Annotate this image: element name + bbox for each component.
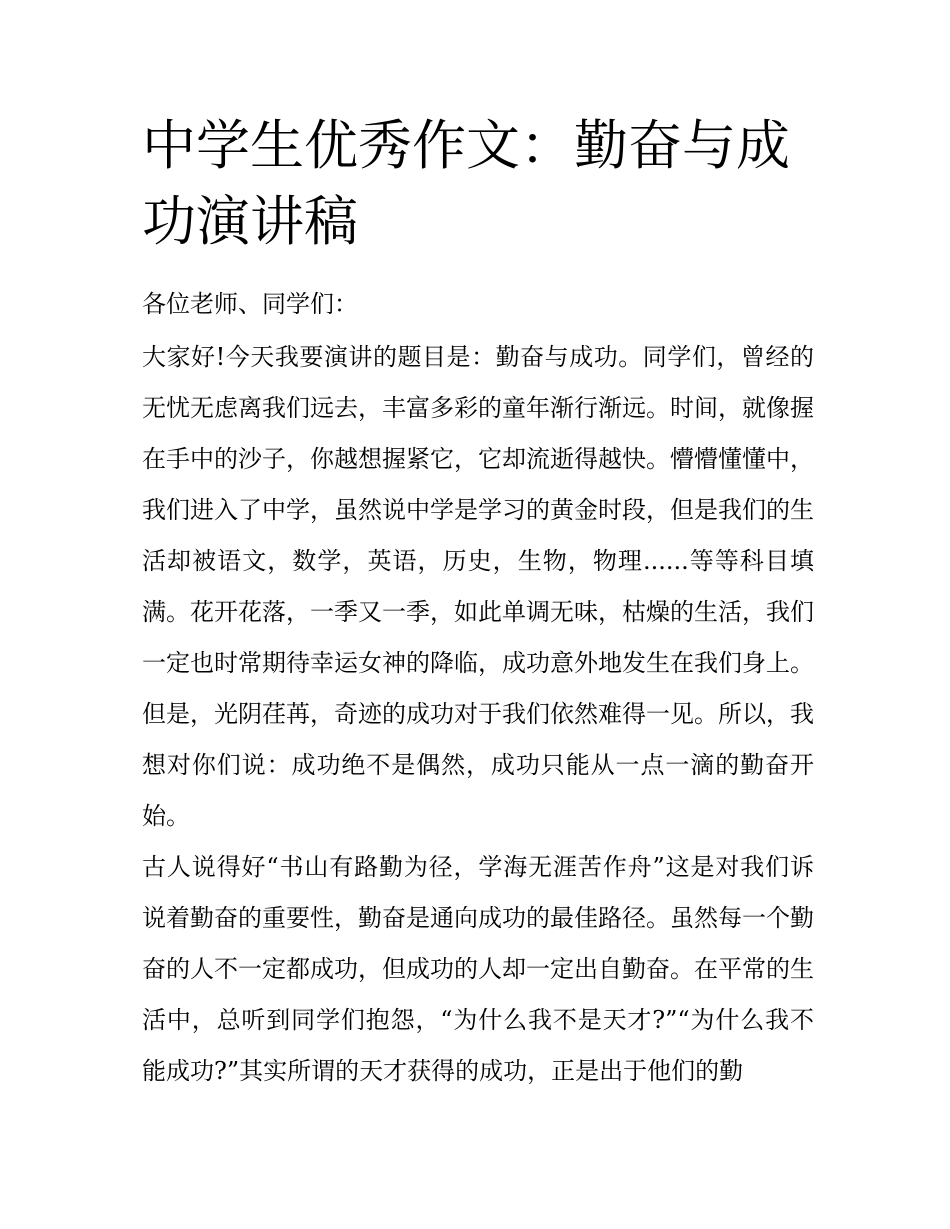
greeting-line: 各位老师、同学们： — [142, 290, 358, 318]
body-paragraph: 古人说得好“书山有路勤为径，学海无涯苦作舟”这是对我们诉说着勤奋的重要性，勤奋是通向成功的最佳路径。虽然每一个勤奋的人不一定都成功，但成功的人却一定出自勤奋。在平常的生活中，总听到同学们抱怨，“为什么我不是天才?”“为什么我不能成功?”其实所谓的天才获得的成功，正是出于他们的勤 — [142, 853, 814, 1085]
document-content — [142, 108, 814, 1097]
document-title: 中学生优秀作文：勤奋与成功演讲稿 — [142, 114, 790, 253]
body-paragraph: 大家好!今天我要演讲的题目是：勤奋与成功。同学们，曾经的无忧无虑离我们远去，丰富多彩的童年渐行渐远。时间，就像握在手中的沙子，你越想握紧它，它却流逝得越快。懵懵懂懂中，我们进入了中学，虽然说中学是学习的黄金时段，但是我们的生活却被语文，数学，英语，历史，生物，物理......等等科目填满。花开花落，一季又一季，如此单调无味，枯燥的生活，我们一定也时常期待幸运女神的降临，成功意外地发生在我们身上。但是，光阴荏苒，奇迹的成功对于我们依然难得一见。所以，我想对你们说：成功绝不是偶然，成功只能从一点一滴的勤奋开始。 — [142, 343, 814, 830]
